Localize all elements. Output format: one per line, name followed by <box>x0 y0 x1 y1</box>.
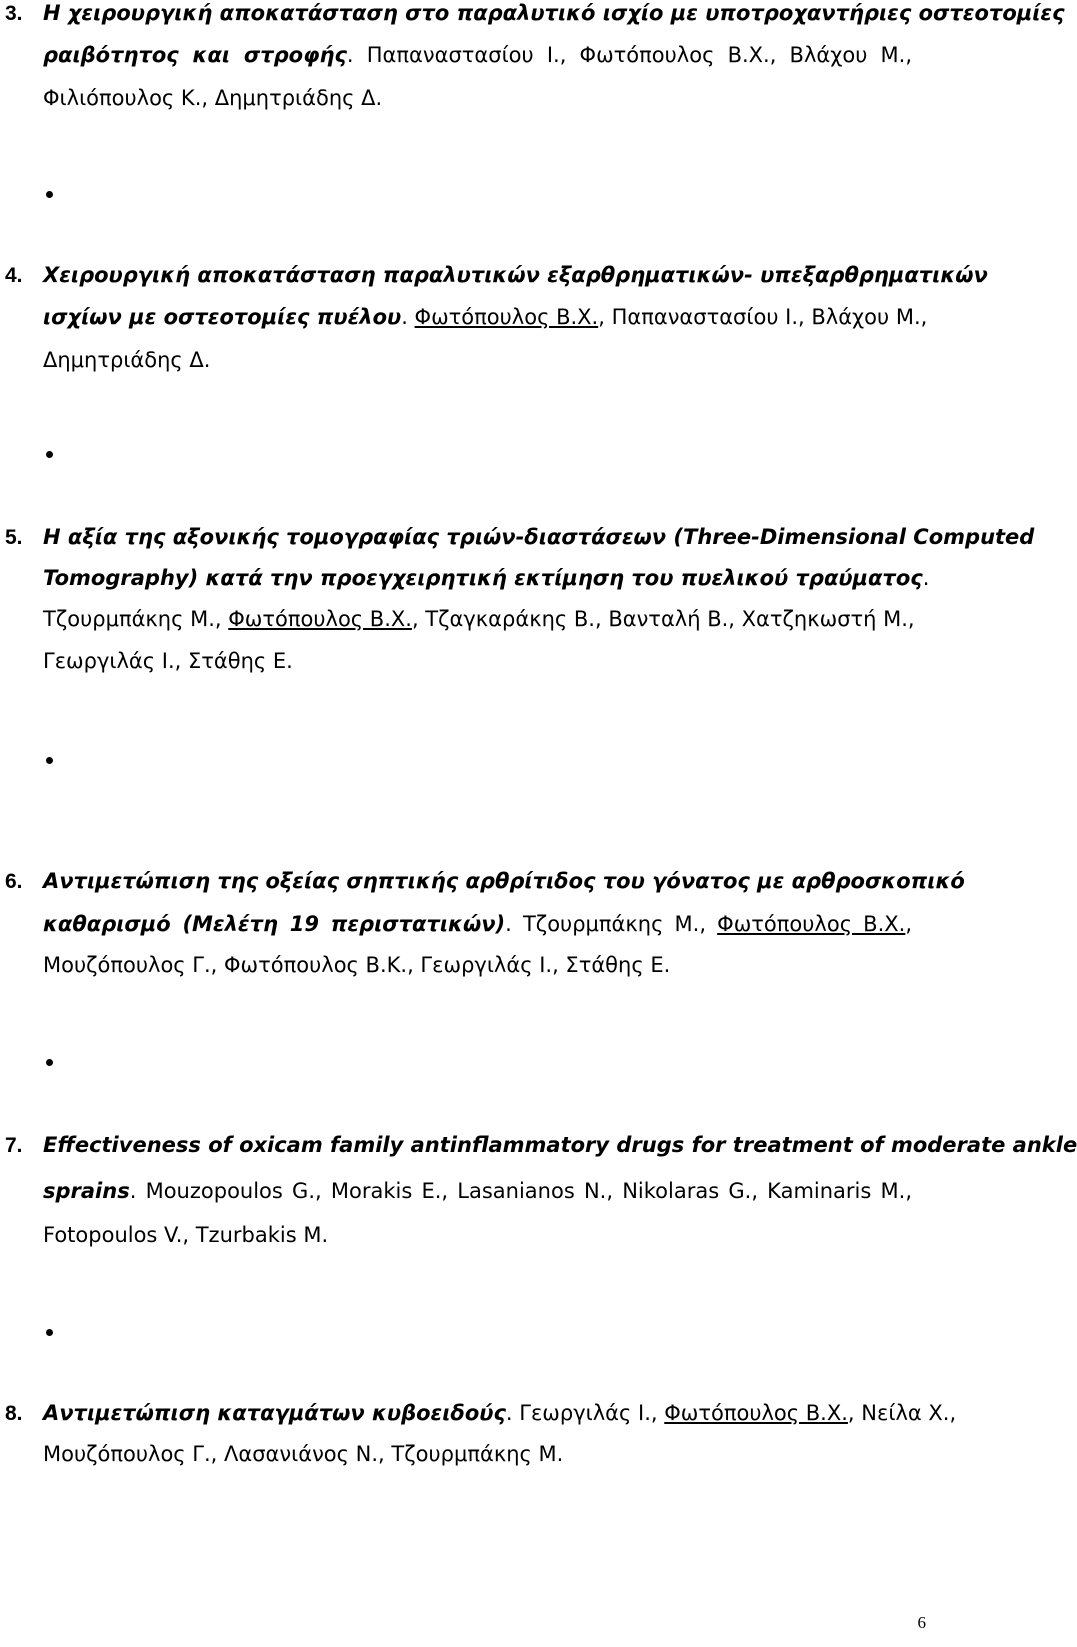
entry-number: 3. <box>5 2 23 25</box>
entry-title: Αντιμετώπιση καταγμάτων κυβοειδούς <box>43 1401 506 1425</box>
entry-authors: . Παπαναστασίου Ι., Φωτόπουλος Β.Χ., Βλάχου Μ., <box>346 43 912 67</box>
bullet-icon <box>46 757 53 764</box>
bullet-icon <box>46 1329 53 1336</box>
entry-title-continued: sprains <box>43 1179 130 1203</box>
entry-5-line-4 <box>43 648 293 674</box>
entry-4-line-2: ισχίων με οστεοτομίες πυέλου. Φωτόπουλος Β.Χ., Παπαναστασίου Ι., Βλάχου Μ., <box>43 305 928 329</box>
entry-authors: . Τζουρμπάκης Μ., <box>505 912 718 936</box>
bullet-icon <box>46 1059 53 1066</box>
entry-number: 4. <box>5 264 23 287</box>
entry-6-line-1 <box>5 868 965 895</box>
entry-number: 6. <box>5 870 23 893</box>
highlighted-author: Φωτόπουλος Β.Χ. <box>664 1401 848 1425</box>
entry-authors-continued: Δημητριάδης Δ. <box>43 348 211 372</box>
entry-title: Η αξία της αξονικής τομογραφίας τριών-διαστάσεων (Three-Dimensional Computed <box>43 525 1035 549</box>
entry-8-line-1: 8. Αντιμετώπιση καταγμάτων κυβοειδούς. Γεωργιλάς Ι., Φωτόπουλος Β.Χ., Νείλα Χ., <box>5 1401 957 1425</box>
entry-authors: Τζουρμπάκης Μ., <box>43 607 229 631</box>
entry-title: Η χειρουργική αποκατάσταση στο παραλυτικό ισχίο με υποτροχαντήριες οστεοτομίες <box>43 1 1065 25</box>
entry-number: 7. <box>5 1134 23 1157</box>
entry-authors: . Mouzopoulos G., Morakis E., Lasanianos N., Nikolaras G., Kaminaris M., <box>129 1179 912 1203</box>
entry-5-line-3: Τζουρμπάκης Μ., Φωτόπουλος Β.Χ., Τζαγκαράκης Β., Βανταλή Β., Χατζηκωστή Μ., <box>43 607 915 631</box>
entry-3-line-3 <box>43 85 382 111</box>
entry-authors-continued: Fotopoulos V., Tzurbakis M. <box>43 1223 329 1247</box>
entry-authors: , Παπαναστασίου Ι., Βλάχου Μ., <box>598 305 928 329</box>
entry-7-line-1 <box>5 1132 1077 1159</box>
bullet-icon <box>46 191 53 198</box>
entry-3-line-1 <box>5 0 1065 27</box>
highlighted-author: Φωτόπουλος Β.Χ. <box>414 305 599 329</box>
entry-title: Αντιμετώπιση της οξείας σηπτικής αρθρίτιδος του γόνατος με αρθροσκοπικό <box>43 869 965 893</box>
entry-title-continued: Tomography) κατά την προεγχειρητική εκτίμηση του πυελικού τραύματος <box>43 566 923 590</box>
entry-5-line-2: Tomography) κατά την προεγχειρητική εκτίμηση του πυελικού τραύματος. <box>43 566 930 590</box>
entry-3-line-2 <box>43 42 912 68</box>
entry-authors-continued: Μουζόπουλος Γ., Φωτόπουλος Β.Κ., Γεωργιλάς Ι., Στάθης Ε. <box>43 953 671 977</box>
entry-authors-continued: Φιλιόπουλος Κ., Δημητριάδης Δ. <box>43 86 383 110</box>
highlighted-author: Φωτόπουλος Β.Χ. <box>717 912 906 936</box>
entry-authors: . Γεωργιλάς Ι., <box>505 1401 665 1425</box>
entry-8-line-2 <box>43 1441 563 1467</box>
highlighted-author: Φωτόπουλος Β.Χ. <box>228 607 412 631</box>
page-number: 6 <box>917 1613 926 1632</box>
entry-authors-continued: Μουζόπουλος Γ., Λασανιάνος Ν., Τζουρμπάκης Μ. <box>43 1442 564 1466</box>
entry-title: Χειρουργική αποκατάσταση παραλυτικών εξαρθρηματικών- υπεξαρθρηματικών <box>43 263 988 287</box>
entry-6-line-2: καθαρισμό (Μελέτη 19 περιστατικών). Τζουρμπάκης Μ., Φωτόπουλος Β.Χ., <box>43 912 913 936</box>
entry-number: 5. <box>5 526 23 549</box>
entry-7-line-2 <box>43 1178 912 1204</box>
entry-title-continued: ισχίων με οστεοτομίες πυέλου <box>43 305 402 329</box>
entry-authors-continued: Γεωργιλάς Ι., Στάθης Ε. <box>43 649 293 673</box>
entry-4-line-1 <box>5 262 988 289</box>
entry-7-line-3 <box>43 1222 328 1248</box>
entry-4-line-3 <box>43 347 210 373</box>
entry-number: 8. <box>5 1402 23 1425</box>
entry-5-line-1 <box>5 524 1035 551</box>
entry-title-continued: καθαρισμό (Μελέτη 19 περιστατικών) <box>43 912 506 936</box>
entry-6-line-3 <box>43 952 670 978</box>
bullet-icon <box>46 451 53 458</box>
entry-title: Effectiveness of oxicam family antinflammatory drugs for treatment of moderate ankle <box>43 1133 1077 1157</box>
entry-title-continued: ραιβότητος και στροφής <box>43 43 347 67</box>
